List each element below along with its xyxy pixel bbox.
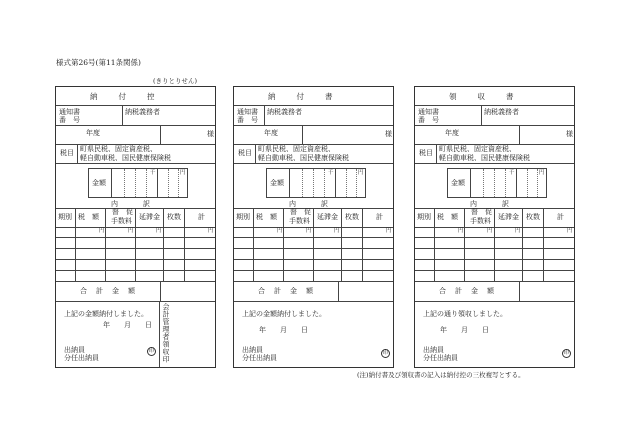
- tax-item-line2: 軽自動車税、国民健康保険税: [80, 154, 171, 162]
- receiver-label: 出納員: [242, 346, 263, 354]
- tax-amount-header: 税 額: [256, 213, 277, 221]
- date-line: 年 月 日: [259, 326, 308, 334]
- tax-item-line2: 軽自動車税、国民健康保険税: [439, 154, 530, 162]
- fiscal-year-label: 年度: [264, 129, 278, 137]
- breakdown-label: 内 訳: [289, 200, 329, 208]
- sheets-header: 枚数: [345, 213, 359, 221]
- yen-unit: 円: [208, 228, 214, 234]
- yen-unit: 円: [567, 228, 573, 234]
- reminder-fee-header-1: 督 促: [471, 208, 492, 216]
- tax-item-label: 税目: [60, 149, 74, 157]
- form-number-title: 様式第26号(第11条関係): [56, 58, 141, 67]
- cut-line-note: (きりとりせん): [153, 77, 198, 85]
- yen-unit: 円: [386, 228, 392, 234]
- receiver-label: 出納員: [64, 346, 85, 354]
- date-line: 年 月 日: [440, 326, 489, 334]
- period-header: 期別: [58, 213, 72, 221]
- yen-unit: 円: [358, 170, 364, 176]
- yen-unit: 円: [539, 170, 545, 176]
- subtotal-header: 計: [557, 213, 564, 221]
- slip-payment-stub: [55, 86, 216, 368]
- date-line: 年 月 日: [103, 321, 152, 329]
- taxpayer-label: 納税義務者: [125, 108, 160, 116]
- late-fee-header: 延滞金: [139, 213, 160, 221]
- grand-total-label: 合 計 金 額: [80, 287, 136, 295]
- footnote: (注)納付書及び領収書の記入は納付控の三枚複写とする。: [357, 371, 525, 379]
- notice-number-label: 通知書: [59, 108, 80, 116]
- tax-amount-header: 税 額: [78, 213, 99, 221]
- tax-item-label: 税目: [419, 149, 433, 157]
- sub-receiver-label: 分任出納員: [242, 354, 277, 362]
- grand-total-label: 合 計 金 額: [258, 287, 314, 295]
- yen-unit: 円: [306, 228, 312, 234]
- amount-box: [447, 168, 547, 198]
- thousand-unit: 千: [509, 170, 515, 176]
- sheets-header: 枚数: [167, 213, 181, 221]
- sheets-header: 枚数: [526, 213, 540, 221]
- reminder-fee-header-1: 督 促: [290, 208, 311, 216]
- tax-amount-header: 税 額: [437, 213, 458, 221]
- amount-box: [88, 168, 188, 198]
- sub-receiver-label: 分任出納員: [64, 354, 99, 362]
- payment-message: 上記の金額納付しました。: [64, 310, 148, 318]
- amount-label: 金額: [270, 179, 284, 187]
- seal-mark: 印: [382, 350, 389, 356]
- breakdown-label: 内 訳: [111, 200, 151, 208]
- thousand-unit: 千: [328, 170, 334, 176]
- period-header: 期別: [417, 213, 431, 221]
- period-header: 期別: [236, 213, 250, 221]
- slip-receipt: [414, 86, 575, 368]
- subtotal-header: 計: [198, 213, 205, 221]
- seal-mark: 印: [148, 348, 155, 354]
- grand-total-label: 合 計 金 額: [439, 287, 495, 295]
- taxpayer-label: 納税義務者: [267, 108, 302, 116]
- late-fee-header: 延滞金: [498, 213, 519, 221]
- thousand-unit: 千: [150, 170, 156, 176]
- notice-number-label: 通知書: [237, 108, 258, 116]
- sub-receiver-label: 分任出納員: [423, 354, 458, 362]
- slip-payment-form: [233, 86, 394, 368]
- notice-number-label-2: 番 号: [418, 116, 439, 124]
- honorific-label: 様: [566, 130, 573, 138]
- yen-unit: 円: [334, 228, 340, 234]
- notice-number-label-2: 番 号: [237, 116, 258, 124]
- reminder-fee-header-1: 督 促: [112, 208, 133, 216]
- slip-title: 納 付 控: [90, 92, 157, 101]
- yen-unit: 円: [156, 228, 162, 234]
- slip-title: 納 付 書: [268, 92, 335, 101]
- honorific-label: 様: [385, 130, 392, 138]
- amount-label: 金額: [92, 179, 106, 187]
- amount-box: [266, 168, 366, 198]
- amount-label: 金額: [451, 179, 465, 187]
- seal-mark: 印: [563, 350, 570, 356]
- payment-message: 上記の金額納付しました。: [242, 310, 326, 318]
- reminder-fee-header-2: 手数料: [289, 217, 310, 225]
- fiscal-year-label: 年度: [445, 129, 459, 137]
- yen-unit: 円: [487, 228, 493, 234]
- receiver-label: 出納員: [423, 346, 444, 354]
- fiscal-year-label: 年度: [86, 129, 100, 137]
- breakdown-label: 内 訳: [470, 200, 510, 208]
- accounting-receipt-seal-label: 会計管理者領収印: [162, 303, 170, 363]
- taxpayer-label: 納税義務者: [484, 108, 519, 116]
- yen-unit: 円: [180, 170, 186, 176]
- yen-unit: 円: [515, 228, 521, 234]
- tax-item-label: 税目: [238, 149, 252, 157]
- reminder-fee-header-2: 手数料: [111, 217, 132, 225]
- yen-unit: 円: [128, 228, 134, 234]
- yen-unit: 円: [458, 228, 464, 234]
- yen-unit: 円: [277, 228, 283, 234]
- late-fee-header: 延滞金: [317, 213, 338, 221]
- subtotal-header: 計: [376, 213, 383, 221]
- notice-number-label-2: 番 号: [59, 116, 80, 124]
- tax-item-line1: 町県民税、固定資産税、: [258, 145, 335, 153]
- honorific-label: 様: [207, 130, 214, 138]
- tax-item-line1: 町県民税、固定資産税、: [439, 145, 516, 153]
- tax-item-line2: 軽自動車税、国民健康保険税: [258, 154, 349, 162]
- reminder-fee-header-2: 手数料: [470, 217, 491, 225]
- tax-item-line1: 町県民税、固定資産税、: [80, 145, 157, 153]
- slip-title: 領 収 書: [449, 92, 516, 101]
- yen-unit: 円: [99, 228, 105, 234]
- notice-number-label: 通知書: [418, 108, 439, 116]
- receipt-message: 上記の通り領収しました。: [423, 310, 507, 318]
